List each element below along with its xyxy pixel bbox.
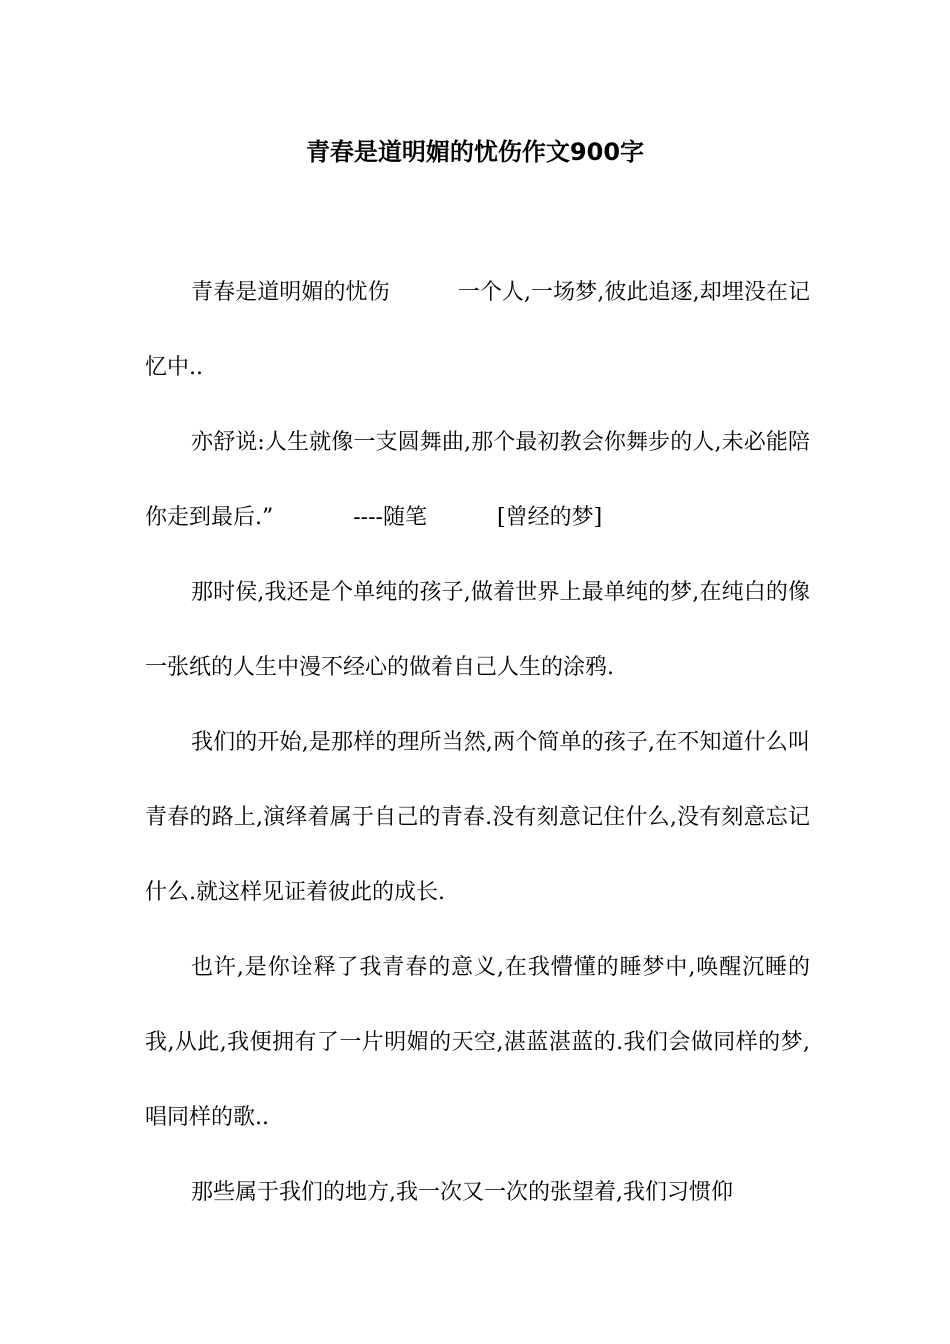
paragraph-3: 那时侯,我还是个单纯的孩子,做着世界上最单纯的梦,在纯白的像一张纸的人生中漫不经心的做着自己人生的涂鸦. [145,580,810,680]
paragraph-2-section-title: [曾经的梦] [497,505,603,530]
paragraph-2 [145,405,810,555]
document-body [145,255,810,1230]
paragraph-6: 那些属于我们的地方,我一次又一次的张望着,我们习惯仰 [191,1180,733,1205]
paragraph-2-quote: 亦舒说:人生就像一支圆舞曲,那个最初教会你舞步的人,未必能陪你走到最后.” [145,430,810,530]
paragraph-1 [145,255,810,405]
paragraph-2-source: ----随笔 [353,505,427,530]
paragraph-5: 也许,是你诠释了我青春的意义,在我懵懂的睡梦中,唤醒沉睡的我,从此,我便拥有了一片明媚的天空,湛蓝湛蓝的.我们会做同样的梦,唱同样的歌.. [145,955,810,1130]
paragraph-1-text: 一个人,一场梦,彼此追逐,却埋没在记忆中.. [145,280,810,380]
document-title: 青春是道明媚的忧伤作文900字 [305,138,645,166]
paragraph-1-heading: 青春是道明媚的忧伤 [191,280,390,305]
paragraph-4: 我们的开始,是那样的理所当然,两个简单的孩子,在不知道什么叫青春的路上,演绎着属于自己的青春.没有刻意记住什么,没有刻意忘记什么.就这样见证着彼此的成长. [145,730,810,905]
